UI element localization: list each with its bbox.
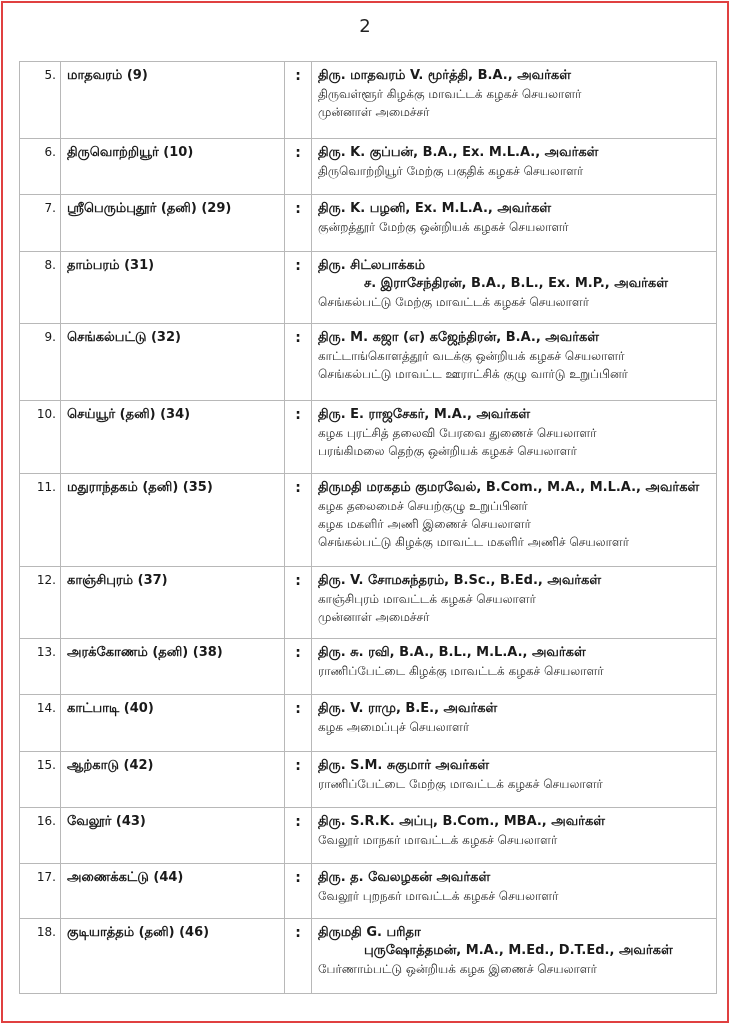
candidate-role: செங்கல்பட்டு மேற்கு மாவட்டக் கழகச் செயலாளர் bbox=[318, 295, 589, 309]
candidate-role: குன்றத்தூர் மேற்கு ஒன்றியக் கழகச் செயலாளர் bbox=[318, 220, 569, 234]
separator: : bbox=[285, 808, 312, 864]
candidate-name: புருஷோத்தமன், M.A., M.Ed., D.T.Ed., அவர்கள் bbox=[364, 943, 673, 958]
candidate-details bbox=[312, 567, 717, 639]
candidate-details bbox=[312, 808, 717, 864]
candidate-role: காட்டாங்கொளத்தூர் வடக்கு ஒன்றியக் கழகச் செயலாளர் bbox=[318, 349, 625, 363]
constituency: தாம்பரம் (31) bbox=[61, 252, 285, 324]
candidate-role: வேலூர் மாநகர் மாவட்டக் கழகச் செயலாளர் bbox=[318, 833, 558, 847]
table-row bbox=[20, 401, 717, 474]
candidate-role: முன்னாள் அமைச்சர் bbox=[318, 105, 430, 119]
row-number: 8. bbox=[20, 252, 61, 324]
candidate-details bbox=[312, 324, 717, 401]
candidate-details bbox=[312, 252, 717, 324]
table-row bbox=[20, 252, 717, 324]
candidate-name: திருமதி மரகதம் குமரவேல், B.Com., M.A., M.L.A., அவர்கள் bbox=[318, 480, 700, 495]
candidate-role: கழக மகளிர் அணி இணைச் செயலாளர் bbox=[318, 517, 531, 531]
row-number: 14. bbox=[20, 695, 61, 752]
constituency: மாதவரம் (9) bbox=[61, 62, 285, 139]
constituency: செங்கல்பட்டு (32) bbox=[61, 324, 285, 401]
separator: : bbox=[285, 252, 312, 324]
table-row bbox=[20, 808, 717, 864]
separator: : bbox=[285, 62, 312, 139]
constituency: அரக்கோணம் (தனி) (38) bbox=[61, 639, 285, 695]
candidate-role: கழக அமைப்புச் செயலாளர் bbox=[318, 720, 470, 734]
candidate-details bbox=[312, 752, 717, 808]
row-number: 15. bbox=[20, 752, 61, 808]
table-row bbox=[20, 919, 717, 994]
candidate-role: திருவொற்றியூர் மேற்கு பகுதிக் கழகச் செயலாளர் bbox=[318, 164, 584, 178]
constituency: காட்பாடி (40) bbox=[61, 695, 285, 752]
separator: : bbox=[285, 139, 312, 195]
candidate-table-body bbox=[20, 62, 717, 994]
candidate-details bbox=[312, 139, 717, 195]
candidate-name: திரு. மாதவரம் V. மூர்த்தி, B.A., அவர்கள் bbox=[318, 68, 571, 83]
separator: : bbox=[285, 864, 312, 919]
separator: : bbox=[285, 324, 312, 401]
candidate-role: கழக புரட்சித் தலைவி பேரவை துணைச் செயலாளர் bbox=[318, 426, 597, 440]
constituency: ஆற்காடு (42) bbox=[61, 752, 285, 808]
candidate-name: திரு. சிட்லபாக்கம் bbox=[318, 258, 426, 273]
row-number: 12. bbox=[20, 567, 61, 639]
separator: : bbox=[285, 639, 312, 695]
constituency: மதுராந்தகம் (தனி) (35) bbox=[61, 474, 285, 567]
table-row bbox=[20, 474, 717, 567]
table-row bbox=[20, 864, 717, 919]
constituency: குடியாத்தம் (தனி) (46) bbox=[61, 919, 285, 994]
separator: : bbox=[285, 752, 312, 808]
candidate-name: திருமதி G. பரிதா bbox=[318, 925, 421, 940]
candidate-role: பரங்கிமலை தெற்கு ஒன்றியக் கழகச் செயலாளர் bbox=[318, 444, 577, 458]
candidate-role: ராணிப்பேட்டை மேற்கு மாவட்டக் கழகச் செயலாளர் bbox=[318, 777, 603, 791]
candidate-details bbox=[312, 195, 717, 252]
separator: : bbox=[285, 401, 312, 474]
candidate-role: ராணிப்பேட்டை கிழக்கு மாவட்டக் கழகச் செயலாளர் bbox=[318, 664, 604, 678]
candidate-role: கழக தலைமைச் செயற்குழு உறுப்பினர் bbox=[318, 499, 528, 513]
candidate-name: திரு. E. ராஜசேகர், M.A., அவர்கள் bbox=[318, 407, 531, 422]
row-number: 10. bbox=[20, 401, 61, 474]
separator: : bbox=[285, 474, 312, 567]
row-number: 16. bbox=[20, 808, 61, 864]
candidate-table bbox=[19, 61, 717, 994]
row-number: 9. bbox=[20, 324, 61, 401]
separator: : bbox=[285, 567, 312, 639]
table-row bbox=[20, 139, 717, 195]
separator: : bbox=[285, 195, 312, 252]
constituency: ஸ்ரீபெரும்புதூர் (தனி) (29) bbox=[61, 195, 285, 252]
table-row bbox=[20, 62, 717, 139]
table-row bbox=[20, 567, 717, 639]
candidate-name: திரு. K. பழனி, Ex. M.L.A., அவர்கள் bbox=[318, 201, 552, 216]
row-number: 17. bbox=[20, 864, 61, 919]
table-row bbox=[20, 195, 717, 252]
constituency: திருவொற்றியூர் (10) bbox=[61, 139, 285, 195]
candidate-role: காஞ்சிபுரம் மாவட்டக் கழகச் செயலாளர் bbox=[318, 592, 536, 606]
candidate-name: திரு. த. வேலழகன் அவர்கள் bbox=[318, 870, 491, 885]
candidate-role: முன்னாள் அமைச்சர் bbox=[318, 610, 430, 624]
candidate-details bbox=[312, 864, 717, 919]
table-row bbox=[20, 752, 717, 808]
candidate-name: திரு. V. ராமு, B.E., அவர்கள் bbox=[318, 701, 498, 716]
candidate-details bbox=[312, 639, 717, 695]
row-number: 7. bbox=[20, 195, 61, 252]
separator: : bbox=[285, 695, 312, 752]
candidate-role: வேலூர் புறநகர் மாவட்டக் கழகச் செயலாளர் bbox=[318, 889, 559, 903]
table-row bbox=[20, 324, 717, 401]
candidate-name: திரு. K. குப்பன், B.A., Ex. M.L.A., அவர்கள் bbox=[318, 145, 599, 160]
table-row bbox=[20, 695, 717, 752]
separator: : bbox=[285, 919, 312, 994]
candidate-details bbox=[312, 62, 717, 139]
table-row bbox=[20, 639, 717, 695]
candidate-name: திரு. V. சோமசுந்தரம், B.Sc., B.Ed., அவர்கள் bbox=[318, 573, 602, 588]
candidate-name: திரு. சு. ரவி, B.A., B.L., M.L.A., அவர்கள் bbox=[318, 645, 586, 660]
candidate-details bbox=[312, 474, 717, 567]
candidate-role: செங்கல்பட்டு மாவட்ட ஊராட்சிக் குழு வார்டு உறுப்பினர் bbox=[318, 367, 628, 381]
candidate-details bbox=[312, 695, 717, 752]
row-number: 6. bbox=[20, 139, 61, 195]
row-number: 18. bbox=[20, 919, 61, 994]
candidate-details bbox=[312, 401, 717, 474]
constituency: செய்யூர் (தனி) (34) bbox=[61, 401, 285, 474]
constituency: காஞ்சிபுரம் (37) bbox=[61, 567, 285, 639]
candidate-name: ச. இராசேந்திரன், B.A., B.L., Ex. M.P., அவர்கள் bbox=[364, 276, 668, 291]
candidate-details bbox=[312, 919, 717, 994]
constituency: அணைக்கட்டு (44) bbox=[61, 864, 285, 919]
candidate-role: செங்கல்பட்டு கிழக்கு மாவட்ட மகளிர் அணிச் செயலாளர் bbox=[318, 535, 629, 549]
constituency: வேலூர் (43) bbox=[61, 808, 285, 864]
candidate-name: திரு. M. கஜா (எ) கஜேந்திரன், B.A., அவர்கள் bbox=[318, 330, 600, 345]
candidate-name: திரு. S.M. சுகுமார் அவர்கள் bbox=[318, 758, 490, 773]
candidate-role: பேர்ணாம்பட்டு ஒன்றியக் கழக இணைச் செயலாளர் bbox=[318, 962, 597, 976]
row-number: 13. bbox=[20, 639, 61, 695]
candidate-role: திருவள்ளூர் கிழக்கு மாவட்டக் கழகச் செயலாளர் bbox=[318, 87, 582, 101]
candidate-name: திரு. S.R.K. அப்பு, B.Com., MBA., அவர்கள் bbox=[318, 814, 605, 829]
row-number: 11. bbox=[20, 474, 61, 567]
page-number: 2 bbox=[359, 16, 371, 37]
row-number: 5. bbox=[20, 62, 61, 139]
